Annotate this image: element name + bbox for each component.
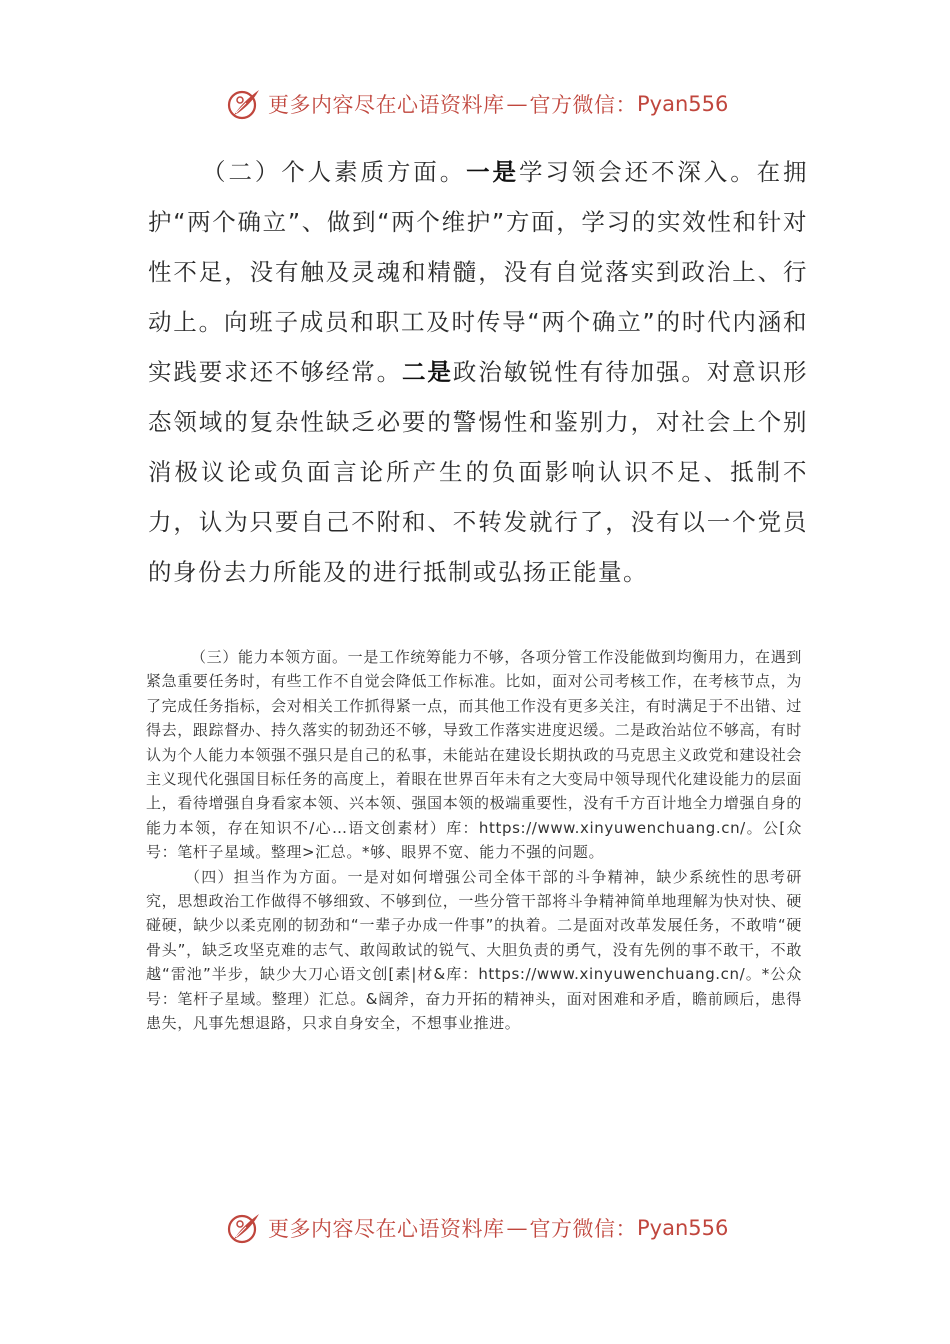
point2-label: 二是	[402, 358, 453, 386]
banner-wechat-id: Pyan556	[637, 92, 729, 116]
banner-wechat-id: Pyan556	[637, 1216, 729, 1240]
banner-title: 更多内容尽在心语资料库	[268, 93, 505, 117]
banner-wechat-label: 官方微信：	[529, 1217, 637, 1241]
section-personal-quality	[148, 147, 808, 597]
quill-logo-icon	[226, 86, 262, 122]
quill-logo-icon	[226, 1210, 262, 1246]
section4-paragraph: （四）担当作为方面。一是对如何增强公司全体干部的斗争精神，缺少系统性的思考研究，思想政治工作做得不够细致、不够到位，一些分管干部将斗争精神简单地理解为快对快、硬碰硬，缺少以柔克刚的韧劲和“一辈子办成一件事”的执着。二是面对改革发展任务，不敢啃“硬骨头”，缺乏攻坚克难的志气、敢闯敢试的锐气、大胆负责的勇气，没有先例的事不敢干，不敢越“雷池”半步，缺少大刀心语文创[素|材&库：https://www.xinyuwenchuang.cn/。*公众号：笔杆子星域。整理）汇总。&阔斧，奋力开拓的精神头，面对困难和矛盾，瞻前顾后，患得患失，凡事先想退路，只求自身安全，不想事业推进。	[146, 867, 802, 1033]
section2-heading: （二）个人素质方面。	[202, 158, 467, 186]
point2-text: 政治敏锐性有待加强。对意识形态领域的复杂性缺乏必要的警惕性和鉴别力，对社会上个别消极议论或负面言论所产生的负面影响认识不足、抵制不力，认为只要自己不附和、不转发就行了，没有以一个党员的身份去力所能及的进行抵制或弘扬正能量。	[148, 358, 809, 586]
section2-paragraph	[148, 147, 808, 597]
footer-banner	[226, 1208, 746, 1248]
banner-title: 更多内容尽在心语资料库	[268, 1217, 505, 1241]
point1-label: 一是	[466, 158, 519, 186]
header-banner	[226, 84, 746, 124]
banner-wechat-label: 官方微信：	[529, 93, 637, 117]
section3-paragraph: （三）能力本领方面。一是工作统筹能力不够，各项分管工作没能做到均衡用力，在遇到紧急重要任务时，有些工作不自觉会降低工作标准。比如，面对公司考核工作，在考核节点，为了完成任务指标，会对相关工作抓得紧一点，而其他工作没有更多关注，有时满足于不出错、过得去，跟踪督办、持久落实的韧劲还不够，导致工作落实进度迟缓。二是政治站位不够高，有时认为个人能力本领强不强只是自己的私事，未能站在建设长期执政的马克思主义政党和建设社会主义现代化强国目标任务的高度上，着眼在世界百年未有之大变局中领导现代化建设能力的层面上，看待增强自身看家本领、兴本领、强国本领的极端重要性，没有千方百计地全力增强自身的能力本领，存在知识不/心…语文创素材）库：https://www.xinyuwenchuang.cn/。公[众号：笔杆子星域。整理>汇总。*够、眼界不宽、能力不强的问题。	[146, 648, 802, 862]
banner-separator: —	[506, 1216, 528, 1240]
section-body-small	[146, 645, 802, 1036]
point1-text: 学习领会还不深入。在拥护“两个确立”、做到“两个维护”方面，学习的实效性和针对性不足，没有触及灵魂和精髓，没有自觉落实到政治上、行动上。向班子成员和职工及时传导“两个确立”的时代内涵和实践要求还不够经常。	[148, 158, 809, 386]
banner-separator: —	[506, 92, 528, 116]
